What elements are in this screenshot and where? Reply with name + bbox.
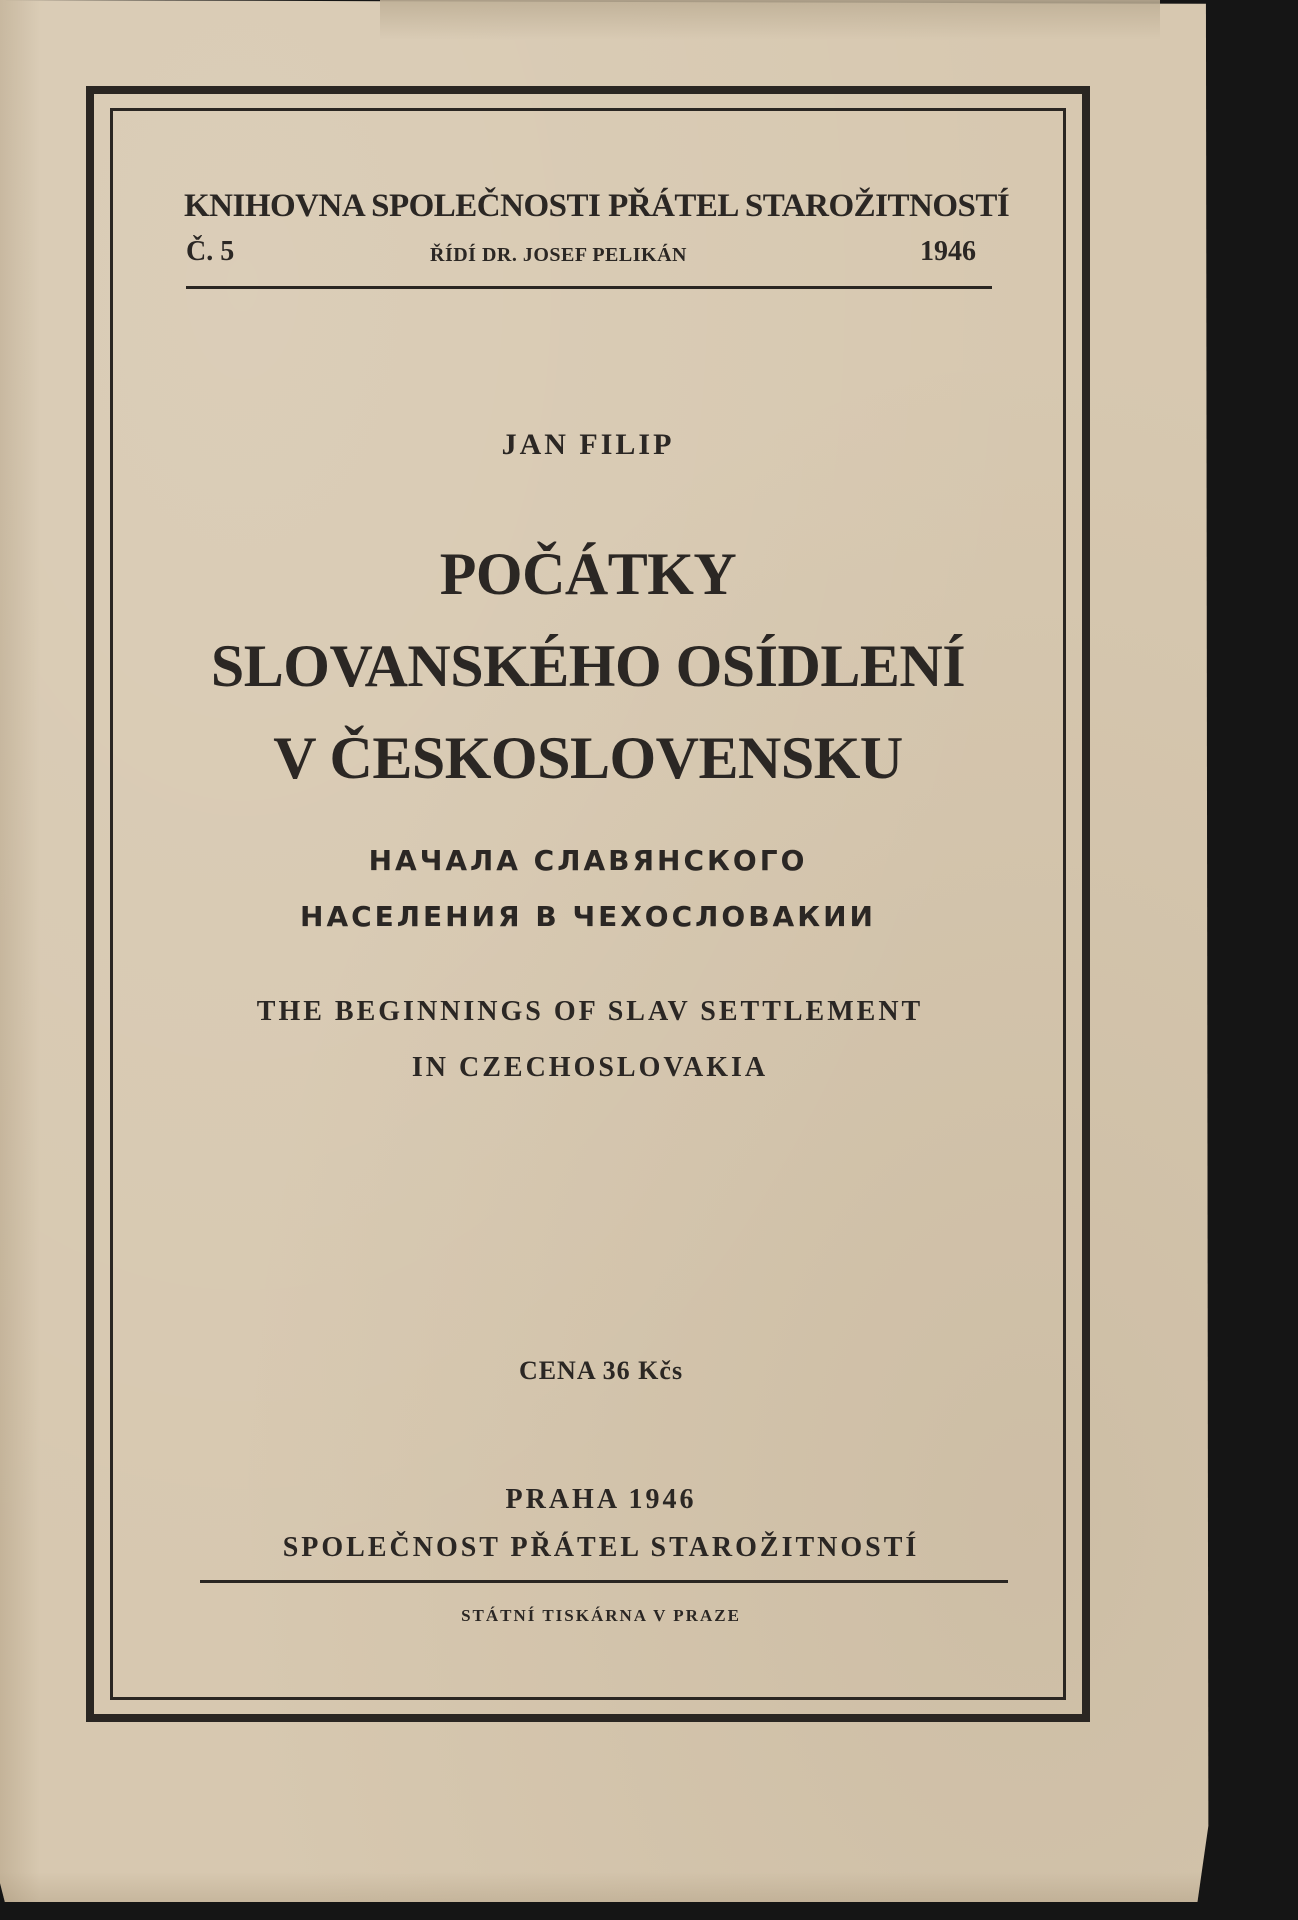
printer-name: STÁTNÍ TISKÁRNA V PRAZE: [461, 1606, 741, 1625]
price-label: CENA 36 Kčs: [518, 1356, 684, 1385]
book-title-line-3: V ČESKOSLOVENSKU: [273, 725, 903, 791]
author-name: JAN FILIP: [501, 428, 675, 461]
header-rule: [186, 286, 992, 289]
russian-title-line-1: НАЧАЛА СЛАВЯНСКОГО: [368, 844, 808, 877]
series-number: Č. 5: [186, 236, 235, 267]
english-title-line-2: IN CZECHOSLOVAKIA: [411, 1052, 769, 1083]
imprint-place-year: PRAHA 1946: [505, 1484, 697, 1515]
book-title-line-1: POČÁTKY: [439, 541, 737, 607]
series-year: 1946: [920, 236, 976, 267]
imprint-publisher: SPOLEČNOST PŘÁTEL STAROŽITNOSTÍ: [282, 1532, 920, 1563]
book-title-line-2: SLOVANSKÉHO OSÍDLENÍ: [210, 633, 966, 699]
english-title-line-1: THE BEGINNINGS OF SLAV SETTLEMENT: [256, 996, 924, 1027]
russian-title-line-2: НАСЕЛЕНИЯ В ЧЕХОСЛОВАКИИ: [300, 900, 876, 933]
series-editor: ŘÍDÍ DR. JOSEF PELIKÁN: [430, 244, 687, 266]
torn-top-edge: [380, 0, 1160, 40]
imprint-rule: [200, 1580, 1008, 1583]
series-title: KNIHOVNA SPOLEČNOSTI PŘÁTEL STAROŽITNOSTÍ: [184, 188, 1010, 224]
